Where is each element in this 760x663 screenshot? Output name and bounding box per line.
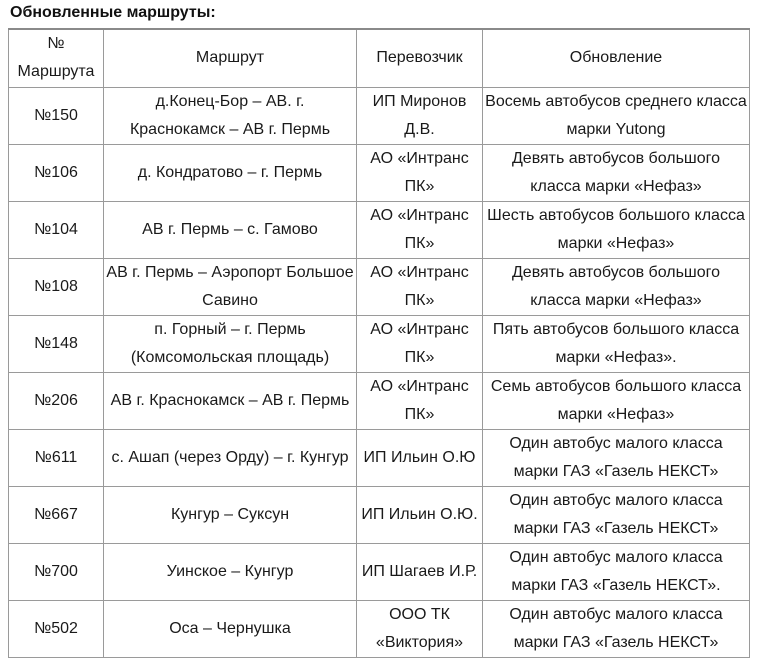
route-number-cell: №150 (9, 87, 104, 144)
route-cell: АВ г. Пермь – с. Гамово (104, 201, 357, 258)
table-row (9, 429, 750, 486)
route-cell: АВ г. Пермь – Аэропорт Большое Савино (104, 258, 357, 315)
table-row (9, 315, 750, 372)
route-number-cell: №611 (9, 429, 104, 486)
update-cell: Девять автобусов большого класса марки «Нефаз» (483, 258, 750, 315)
carrier-cell: ИП Ильин О.Ю (357, 429, 483, 486)
header-route: Маршрут (104, 29, 357, 87)
header-update: Обновление (483, 29, 750, 87)
table-row (9, 258, 750, 315)
update-cell: Один автобус малого класса марки ГАЗ «Газель НЕКСТ» (483, 600, 750, 657)
route-number-cell: №108 (9, 258, 104, 315)
route-number-cell: №148 (9, 315, 104, 372)
carrier-cell: ИП Миронов Д.В. (357, 87, 483, 144)
route-number-cell: №700 (9, 543, 104, 600)
carrier-cell: ООО ТК «Виктория» (357, 600, 483, 657)
route-number-cell: №502 (9, 600, 104, 657)
route-cell: Уинское – Кунгур (104, 543, 357, 600)
update-cell: Один автобус малого класса марки ГАЗ «Газель НЕКСТ». (483, 543, 750, 600)
update-cell: Шесть автобусов большого класса марки «Нефаз» (483, 201, 750, 258)
table-row (9, 201, 750, 258)
table-row (9, 600, 750, 657)
routes-table (8, 28, 750, 658)
header-carrier: Перевозчик (357, 29, 483, 87)
table-row (9, 87, 750, 144)
update-cell: Один автобус малого класса марки ГАЗ «Газель НЕКСТ» (483, 486, 750, 543)
update-cell: Пять автобусов большого класса марки «Нефаз». (483, 315, 750, 372)
table-row (9, 372, 750, 429)
route-cell: п. Горный – г. Пермь (Комсомольская площадь) (104, 315, 357, 372)
route-cell: АВ г. Краснокамск – АВ г. Пермь (104, 372, 357, 429)
carrier-cell: АО «Интранс ПК» (357, 144, 483, 201)
update-cell: Девять автобусов большого класса марки «Нефаз» (483, 144, 750, 201)
route-number-cell: №667 (9, 486, 104, 543)
page-title: Обновленные маршруты: (10, 4, 216, 21)
table-row (9, 144, 750, 201)
update-cell: Один автобус малого класса марки ГАЗ «Газель НЕКСТ» (483, 429, 750, 486)
route-number-cell: №206 (9, 372, 104, 429)
route-number-cell: №104 (9, 201, 104, 258)
carrier-cell: АО «Интранс ПК» (357, 258, 483, 315)
update-cell: Восемь автобусов среднего класса марки Yutong (483, 87, 750, 144)
header-route-number: № Маршрута (9, 29, 104, 87)
route-cell: Кунгур – Суксун (104, 486, 357, 543)
update-cell: Семь автобусов большого класса марки «Нефаз» (483, 372, 750, 429)
route-cell: Оса – Чернушка (104, 600, 357, 657)
route-cell: д.Конец-Бор – АВ. г. Краснокамск – АВ г. Пермь (104, 87, 357, 144)
carrier-cell: АО «Интранс ПК» (357, 372, 483, 429)
carrier-cell: ИП Ильин О.Ю. (357, 486, 483, 543)
carrier-cell: АО «Интранс ПК» (357, 315, 483, 372)
route-cell: с. Ашап (через Орду) – г. Кунгур (104, 429, 357, 486)
route-cell: д. Кондратово – г. Пермь (104, 144, 357, 201)
carrier-cell: ИП Шагаев И.Р. (357, 543, 483, 600)
table-row (9, 486, 750, 543)
table-row (9, 543, 750, 600)
route-number-cell: №106 (9, 144, 104, 201)
table-header-row (9, 29, 750, 87)
carrier-cell: АО «Интранс ПК» (357, 201, 483, 258)
